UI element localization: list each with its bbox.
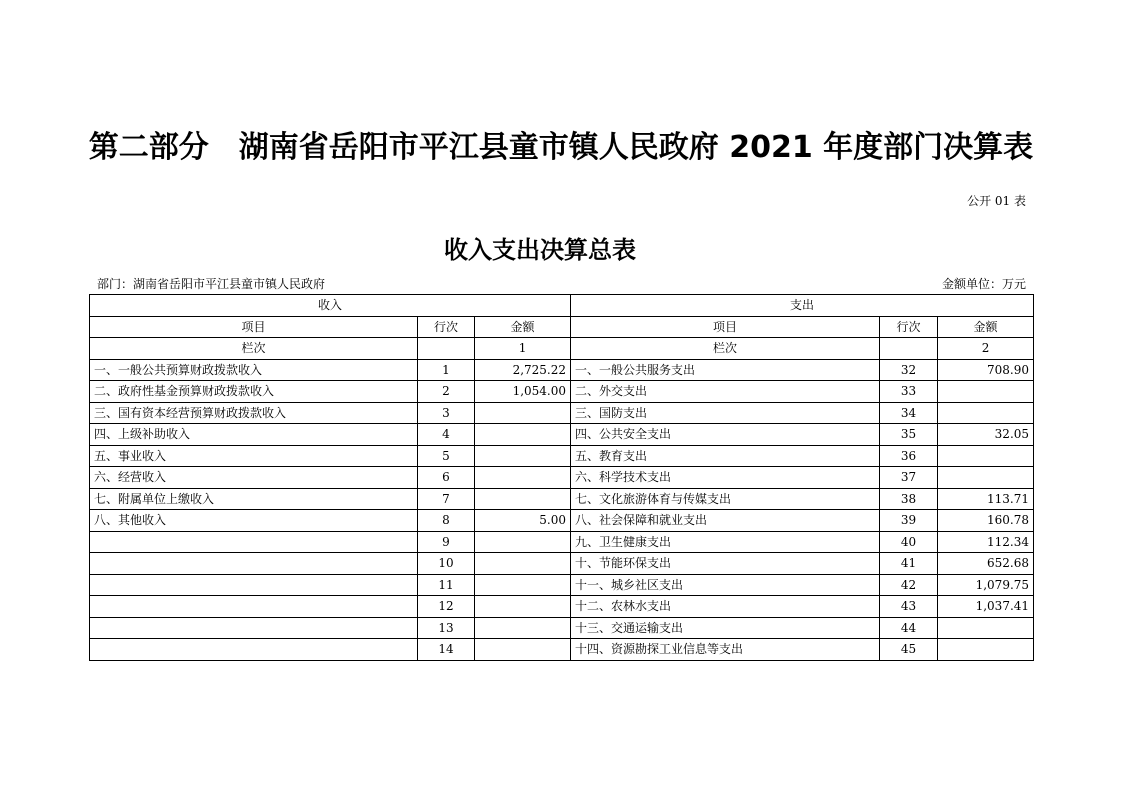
table-row	[90, 467, 1034, 489]
income-amount-header: 金额	[475, 316, 571, 338]
income-expense-table	[89, 294, 1034, 661]
income-row-no-blank	[418, 338, 475, 360]
expense-row-no-cell: 41	[880, 553, 938, 575]
table-row	[90, 424, 1034, 446]
expense-item-cell: 四、公共安全支出	[571, 424, 880, 446]
expense-item-cell: 八、社会保障和就业支出	[571, 510, 880, 532]
amount-unit-label: 金额单位：万元	[941, 277, 1026, 291]
expense-row-no-cell: 32	[880, 359, 938, 381]
expense-item-cell: 三、国防支出	[571, 402, 880, 424]
income-item-cell: 五、事业收入	[90, 445, 418, 467]
expense-amount-cell: 112.34	[938, 531, 1034, 553]
income-section-header: 收入	[90, 295, 571, 317]
expense-row-no-cell: 39	[880, 510, 938, 532]
table-row	[90, 639, 1034, 661]
income-item-cell: 七、附属单位上缴收入	[90, 488, 418, 510]
income-amount-cell	[475, 596, 571, 618]
income-row-no-header: 行次	[418, 316, 475, 338]
expense-item-header: 项目	[571, 316, 880, 338]
income-row-no-cell: 9	[418, 531, 475, 553]
income-item-cell: 八、其他收入	[90, 510, 418, 532]
expense-amount-cell	[938, 402, 1034, 424]
income-row-no-cell: 12	[418, 596, 475, 618]
expense-amount-cell	[938, 467, 1034, 489]
income-item-cell	[90, 596, 418, 618]
expense-row-no-cell: 34	[880, 402, 938, 424]
expense-item-cell: 九、卫生健康支出	[571, 531, 880, 553]
income-item-cell: 四、上级补助收入	[90, 424, 418, 446]
income-amount-cell	[475, 617, 571, 639]
income-item-cell: 一、一般公共预算财政拨款收入	[90, 359, 418, 381]
expense-amount-cell: 160.78	[938, 510, 1034, 532]
income-column-number: 1	[475, 338, 571, 360]
income-amount-cell	[475, 531, 571, 553]
income-amount-cell	[475, 467, 571, 489]
income-row-no-cell: 4	[418, 424, 475, 446]
income-item-cell	[90, 553, 418, 575]
income-amount-cell: 2,725.22	[475, 359, 571, 381]
expense-row-no-cell: 40	[880, 531, 938, 553]
expense-row-no-cell: 45	[880, 639, 938, 661]
expense-amount-cell	[938, 381, 1034, 403]
income-amount-cell	[475, 574, 571, 596]
table-row	[90, 553, 1034, 575]
income-row-no-cell: 11	[418, 574, 475, 596]
table-row	[90, 596, 1034, 618]
income-amount-cell	[475, 553, 571, 575]
income-item-cell	[90, 639, 418, 661]
income-row-no-cell: 1	[418, 359, 475, 381]
expense-amount-cell	[938, 639, 1034, 661]
income-row-no-cell: 7	[418, 488, 475, 510]
expense-item-cell: 一、一般公共服务支出	[571, 359, 880, 381]
expense-amount-cell: 113.71	[938, 488, 1034, 510]
form-code-label: 公开 01 表	[967, 194, 1026, 208]
expense-column-no-label: 栏次	[571, 338, 880, 360]
income-item-cell: 六、经营收入	[90, 467, 418, 489]
expense-amount-cell: 32.05	[938, 424, 1034, 446]
expense-amount-header: 金额	[938, 316, 1034, 338]
expense-row-no-cell: 35	[880, 424, 938, 446]
expense-amount-cell: 652.68	[938, 553, 1034, 575]
header-row-column-numbers	[90, 338, 1034, 360]
expense-row-no-cell: 38	[880, 488, 938, 510]
income-row-no-cell: 8	[418, 510, 475, 532]
income-row-no-cell: 14	[418, 639, 475, 661]
expense-amount-cell	[938, 445, 1034, 467]
income-item-cell	[90, 574, 418, 596]
income-row-no-cell: 5	[418, 445, 475, 467]
expense-item-cell: 十二、农林水支出	[571, 596, 880, 618]
income-amount-cell	[475, 639, 571, 661]
expense-section-header: 支出	[571, 295, 1034, 317]
expense-row-no-cell: 42	[880, 574, 938, 596]
table-title: 收入支出决算总表	[444, 236, 636, 264]
expense-item-cell: 二、外交支出	[571, 381, 880, 403]
expense-item-cell: 十、节能环保支出	[571, 553, 880, 575]
table-row	[90, 402, 1034, 424]
expense-row-no-cell: 43	[880, 596, 938, 618]
expense-item-cell: 七、文化旅游体育与传媒支出	[571, 488, 880, 510]
header-row-columns	[90, 316, 1034, 338]
department-label: 部门：湖南省岳阳市平江县童市镇人民政府	[97, 277, 326, 291]
income-row-no-cell: 3	[418, 402, 475, 424]
expense-row-no-cell: 37	[880, 467, 938, 489]
expense-item-cell: 六、科学技术支出	[571, 467, 880, 489]
expense-amount-cell	[938, 617, 1034, 639]
table-row	[90, 510, 1034, 532]
income-amount-cell	[475, 402, 571, 424]
table-row	[90, 531, 1034, 553]
income-amount-cell: 1,054.00	[475, 381, 571, 403]
expense-amount-cell: 1,037.41	[938, 596, 1034, 618]
income-item-header: 项目	[90, 316, 418, 338]
table-row	[90, 445, 1034, 467]
expense-item-cell: 十四、资源勘探工业信息等支出	[571, 639, 880, 661]
expense-row-no-cell: 36	[880, 445, 938, 467]
income-item-cell	[90, 531, 418, 553]
table-row	[90, 381, 1034, 403]
income-row-no-cell: 2	[418, 381, 475, 403]
table-row	[90, 359, 1034, 381]
income-column-no-label: 栏次	[90, 338, 418, 360]
expense-item-cell: 五、教育支出	[571, 445, 880, 467]
expense-amount-cell: 708.90	[938, 359, 1034, 381]
income-item-cell: 三、国有资本经营预算财政拨款收入	[90, 402, 418, 424]
income-row-no-cell: 10	[418, 553, 475, 575]
expense-item-cell: 十一、城乡社区支出	[571, 574, 880, 596]
table-row	[90, 617, 1034, 639]
expense-row-no-cell: 33	[880, 381, 938, 403]
expense-item-cell: 十三、交通运输支出	[571, 617, 880, 639]
expense-row-no-blank	[880, 338, 938, 360]
expense-row-no-cell: 44	[880, 617, 938, 639]
income-amount-cell: 5.00	[475, 510, 571, 532]
expense-column-number: 2	[938, 338, 1034, 360]
table-row	[90, 574, 1034, 596]
income-row-no-cell: 13	[418, 617, 475, 639]
income-item-cell: 二、政府性基金预算财政拨款收入	[90, 381, 418, 403]
table-row	[90, 488, 1034, 510]
expense-amount-cell: 1,079.75	[938, 574, 1034, 596]
income-amount-cell	[475, 424, 571, 446]
income-amount-cell	[475, 445, 571, 467]
income-row-no-cell: 6	[418, 467, 475, 489]
income-amount-cell	[475, 488, 571, 510]
header-row-sections	[90, 295, 1034, 317]
expense-row-no-header: 行次	[880, 316, 938, 338]
income-item-cell	[90, 617, 418, 639]
page-title: 第二部分 湖南省岳阳市平江县童市镇人民政府 2021 年度部门决算表	[88, 130, 1034, 165]
